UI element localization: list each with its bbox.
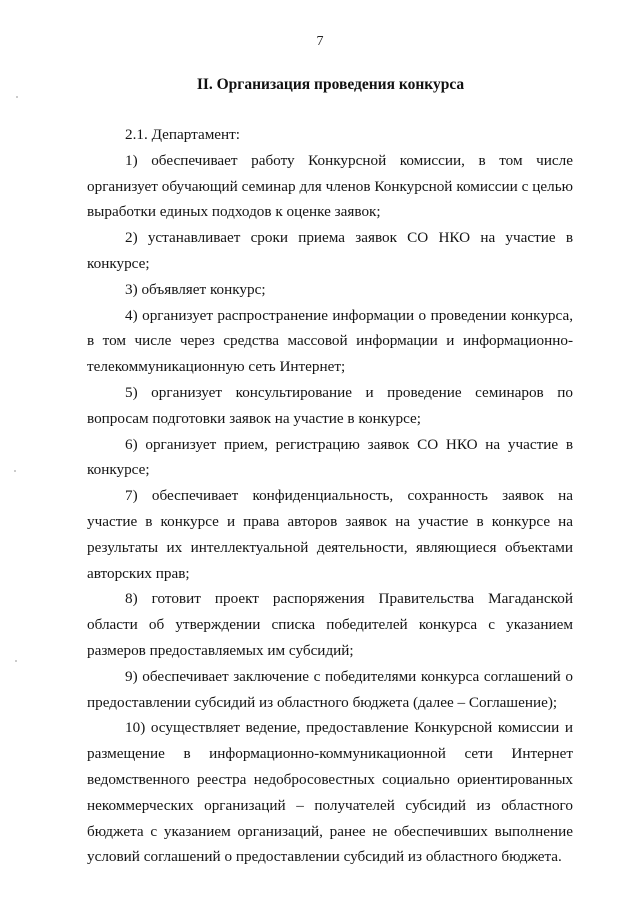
paragraph-item-1: 1) обеспечивает работу Конкурсной комиссии, в том числе организует обучающий семинар для членов Конкурсной комиссии с целью выработки единых подходов к оценке заявок; bbox=[87, 151, 573, 221]
section-title: II. Организация проведения конкурса bbox=[196, 76, 465, 93]
paragraph-item-3: 3) объявляет конкурс; bbox=[125, 280, 266, 298]
body-text bbox=[87, 122, 573, 870]
paragraph-item-8: 8) готовит проект распоряжения Правительства Магаданской области об утверждении списка победителей конкурса с указанием размеров предоставляемых им субсидий; bbox=[87, 590, 573, 659]
page-number: 7 bbox=[316, 34, 324, 49]
scan-speck bbox=[16, 96, 18, 98]
paragraph-item-9: 9) обеспечивает заключение с победителями конкурса соглашений о предоставлении субсидий из областного бюджета (далее – Соглашение); bbox=[87, 667, 573, 711]
paragraph-item-5: 5) организует консультирование и проведение семинаров по вопросам подготовки заявок на участие в конкурсе; bbox=[87, 383, 573, 427]
paragraph-item-7: 7) обеспечивает конфиденциальность, сохранность заявок на участие в конкурсе и права авторов заявок на участие в конкурсе на результаты их интеллектуальной деятельности, являющиеся объектами авторских прав; bbox=[87, 487, 573, 582]
paragraph-department: 2.1. Департамент: bbox=[125, 126, 241, 143]
paragraph-item-10: 10) осуществляет ведение, предоставление Конкурсной комиссии и размещение в информационно-коммуникационной сети Интернет ведомственного реестра недобросовестных социально ориентированных некоммерческих организаций – получателей субсидий из областного бюджета с указанием организаций, ранее не обеспечивших выполнение условий соглашений о предоставлении субсидий из областного бюджета. bbox=[87, 719, 573, 866]
scan-speck bbox=[14, 470, 16, 472]
paragraph-item-2: 2) устанавливает сроки приема заявок СО НКО на участие в конкурсе; bbox=[87, 229, 573, 272]
paragraph-item-6: 6) организует прием, регистрацию заявок СО НКО на участие в конкурсе; bbox=[87, 435, 573, 479]
paragraph-item-4: 4) организует распространение информации о проведении конкурса, в том числе через средства массовой информации и информационно-телекоммуникационную сеть Интернет; bbox=[87, 306, 573, 376]
scan-speck bbox=[15, 660, 17, 662]
